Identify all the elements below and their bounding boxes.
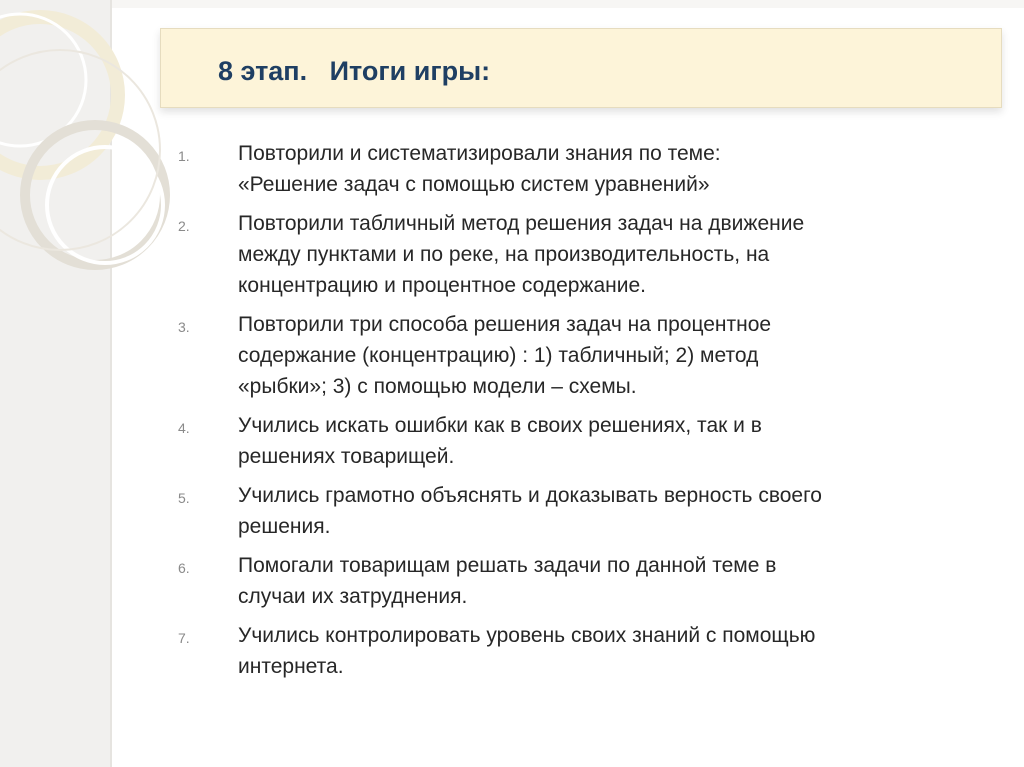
slide-title: 8 этап. Итоги игры: <box>218 56 491 86</box>
list-number: 5. <box>178 490 190 506</box>
list-item <box>178 410 1008 472</box>
list-text: Учились контролировать уровень своих знаний с помощью интернета. <box>238 624 816 678</box>
list-number: 3. <box>178 319 190 335</box>
list-item <box>178 208 1008 301</box>
top-frame <box>112 0 1024 8</box>
list-item <box>178 480 1008 542</box>
list-item <box>178 620 1008 682</box>
list-number: 6. <box>178 560 190 576</box>
list-text: Помогали товарищам решать задачи по данной теме в случаи их затруднения. <box>238 554 777 608</box>
list-text: Учились искать ошибки как в своих решениях, так и в решениях товарищей. <box>238 414 762 468</box>
list-item <box>178 138 1008 200</box>
list-number: 7. <box>178 630 190 646</box>
list-text: Повторили и систематизировали знания по теме: «Решение задач с помощью систем уравнений» <box>238 142 721 196</box>
summary-list <box>178 138 1008 690</box>
list-text: Учились грамотно объяснять и доказывать верность своего решения. <box>238 484 822 538</box>
list-number: 4. <box>178 420 190 436</box>
list-number: 1. <box>178 148 190 164</box>
list-number: 2. <box>178 218 190 234</box>
list-text: Повторили три способа решения задач на процентное содержание (концентрацию) : 1) табличный; 2) метод «рыбки»; 3) с помощью модели – схемы. <box>238 313 772 398</box>
list-item <box>178 550 1008 612</box>
list-item <box>178 309 1008 402</box>
list-text: Повторили табличный метод решения задач на движение между пунктами и по реке, на производительность, на концентрацию и процентное содержание. <box>238 212 805 297</box>
